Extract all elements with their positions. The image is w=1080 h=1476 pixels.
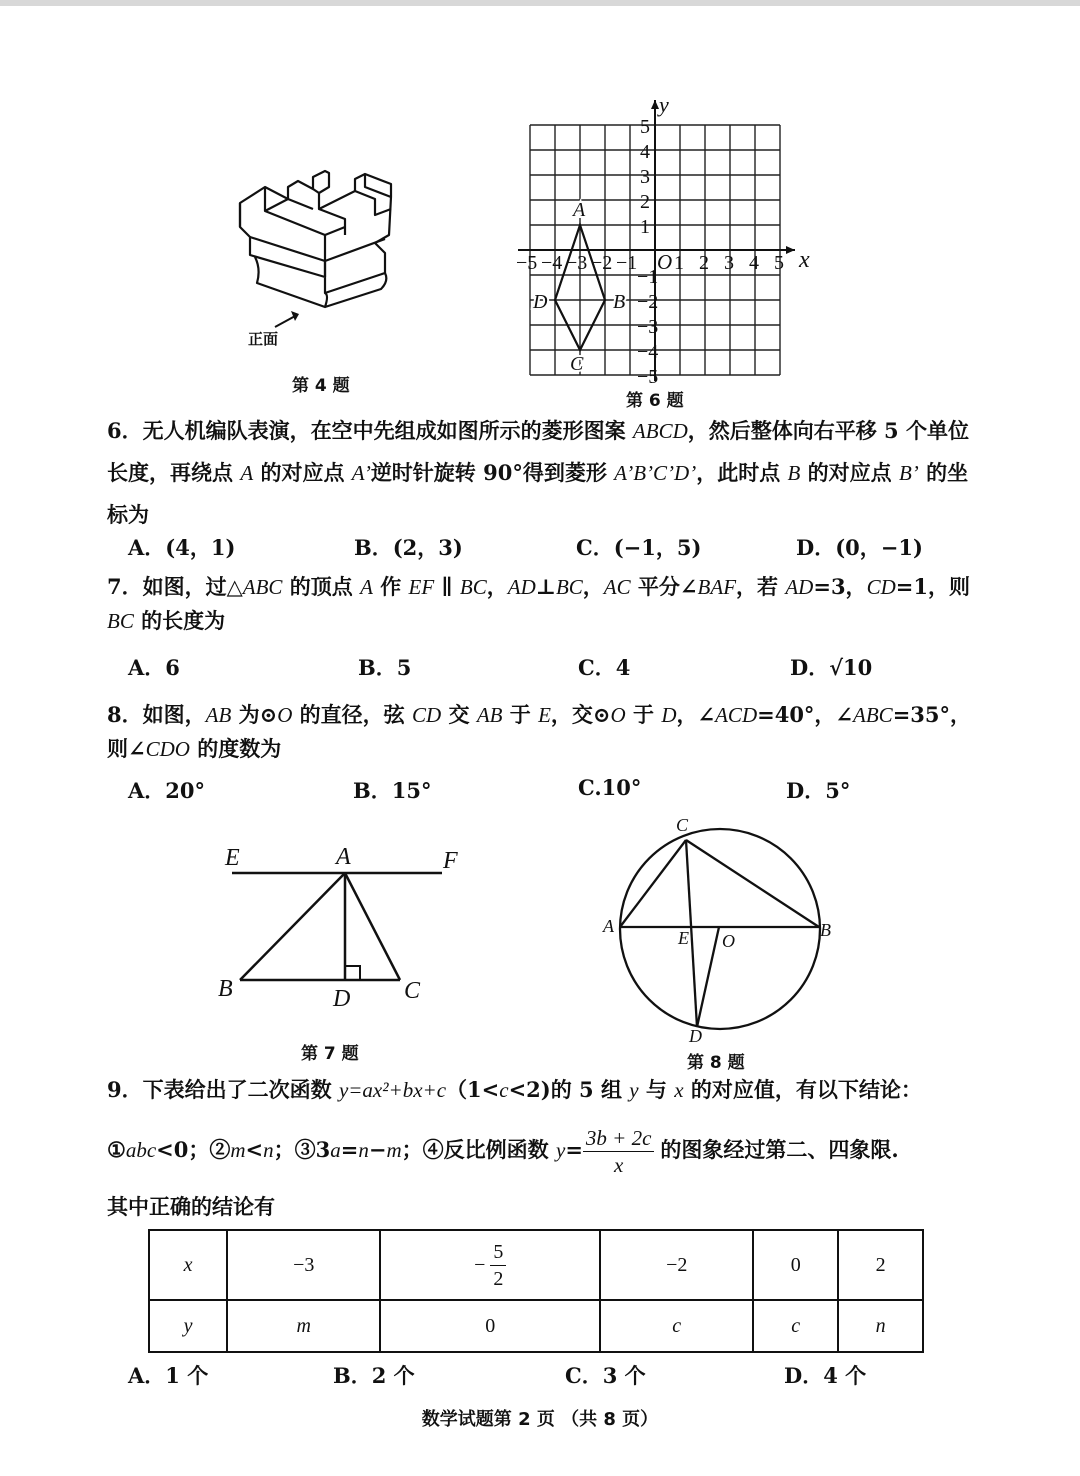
q9-line2 [107,1122,987,1178]
text-run: 的坐标为 [107,460,969,527]
q6-options [128,532,988,562]
q9-line1 [107,1075,987,1105]
math-variable: m [230,1138,246,1162]
y-tick-label: −1 [637,266,659,288]
fig8-segment-do [697,927,719,1027]
table-cell: −2 [600,1230,753,1300]
fig8-label-e: E [678,928,689,948]
table-cell: n [838,1300,923,1352]
text-run: 于 [625,702,662,727]
math-variable: ACD [715,703,758,727]
x-tick-label: −3 [566,252,588,274]
q9-frac-num: 3b + 2c [583,1125,655,1152]
text-run: 逆时针旋转 90°得到菱形 [370,460,615,485]
top-edge [0,0,1080,6]
fig7-side-ac [345,873,400,980]
q9-conclusions [107,1137,583,1162]
math-variable: a [330,1138,341,1162]
vertex-label-c: C [570,353,584,375]
fig8-circle-drawing [595,810,835,1050]
x-tick-label: −2 [591,252,613,274]
fig4-caption: 第 4 题 [292,376,350,396]
math-variable: AB [205,703,232,727]
y-axis-arrow [651,100,659,109]
q9-option-a[interactable]: A．1 个 [128,1363,209,1388]
fig6-caption: 第 6 题 [626,391,684,411]
text-run: 为⊙ [231,702,278,727]
table-row-y [149,1300,923,1352]
text-run: = [565,1137,583,1162]
vertex-label-a: A [573,199,586,221]
text-run: = [340,1137,359,1162]
text-run: 于 [502,702,539,727]
fig8-caption: 第 8 题 [687,1053,745,1073]
math-variable: m [386,1138,402,1162]
fig7-triangle-drawing [210,838,458,1018]
text-run: ∥ [434,574,460,599]
text-run: ，此时点 [696,460,788,485]
text-run: ⊥ [535,574,556,599]
q7-options [128,652,988,682]
q8-option-d[interactable]: D．5° [786,778,851,803]
text-run: 9．下表给出了二次函数 [107,1077,339,1102]
text-run: ，若 [736,574,786,599]
fig7-label-a: A [336,844,351,870]
x-tick-label: 3 [724,252,734,274]
text-run: 的顶点 [282,574,361,599]
fig8-label-b: B [820,920,831,940]
fig7-label-d: D [333,986,351,1012]
q9-options [128,1360,988,1390]
text-run: ，然后整体向右平移 5 个单位长度，再绕点 [107,418,969,485]
text-run: =35°，则∠ [107,702,972,761]
text-run: 8．如图， [107,702,206,727]
y-axis-label: y [659,92,669,117]
text-run: =3， [813,574,867,599]
fraction-denominator: 2 [493,1267,504,1290]
q9-option-d[interactable]: D．4 个 [784,1363,867,1388]
math-variable: A’ [351,461,371,485]
table-cell: x [149,1230,227,1300]
text-run: 的对应点 [253,460,352,485]
math-variable: BC [459,575,487,599]
table-cell: 0 [753,1230,838,1300]
table-cell: c [753,1300,838,1352]
x-axis-label: x [799,247,810,273]
y-tick-label: −4 [637,341,659,363]
q6-text [107,410,987,536]
fig7-label-f: F [443,848,458,874]
math-variable: n [358,1138,369,1162]
q8-option-a[interactable]: A．20° [128,778,206,803]
fraction [490,1239,506,1292]
text-run: =1，则 [895,574,970,599]
fig7-label-e: E [225,845,240,871]
text-run: − [368,1137,387,1162]
q7-option-a[interactable]: A．6 [128,655,180,680]
math-variable: AD [507,575,536,599]
q7-option-b[interactable]: B．5 [358,655,412,680]
math-variable: O [610,703,626,727]
fig8-circle-o [620,829,820,1029]
math-variable: CD [412,703,442,727]
q6-option-a[interactable]: A．(4，1) [128,535,236,560]
q8-text [107,698,987,766]
y-tick-label: 4 [640,141,650,163]
text-run: ，交⊙ [550,702,611,727]
q6-option-b[interactable]: B．(2，3) [354,535,463,560]
q7-text [107,570,987,638]
math-variable: B’ [898,461,919,485]
q9-fraction [583,1125,655,1178]
table-row-x [149,1230,923,1300]
text-run: 6．无人机编队表演，在空中先组成如图所示的菱形图案 [107,418,633,443]
text-run: ；③3 [273,1137,331,1162]
text-run: 的对应值，有以下结论： [683,1077,922,1102]
x-tick-label: 4 [749,252,759,274]
math-variable: A [360,575,373,599]
text-run: ， [582,574,604,599]
text-run: 的对应点 [800,460,899,485]
math-variable: D [661,703,677,727]
text-run: =40°，∠ [757,702,854,727]
fig8-label-c: C [676,815,689,835]
math-variable: O [277,703,293,727]
x-tick-label: 2 [699,252,709,274]
q8-option-c[interactable]: C.10° [578,775,642,800]
fig7-side-ab [240,873,345,980]
q9-line3: 其中正确的结论有 [107,1194,275,1219]
math-variable: EF [408,575,435,599]
fraction-numerator: 5 [490,1239,506,1266]
y-tick-label: −3 [637,316,659,338]
q9-option-c[interactable]: C．3 个 [565,1363,646,1388]
text-run: <0；② [156,1137,231,1162]
y-tick-label: −5 [637,366,659,388]
fig8-label-a: A [603,916,614,936]
q8-options [128,775,988,805]
math-variable: A’B’C’D’ [614,461,697,485]
y-tick-label: 3 [640,166,650,188]
math-variable: AB [476,703,503,727]
math-variable: CD [866,575,896,599]
q9-line2-tail: 的图象经过第二、四象限. [660,1137,899,1162]
q9-frac-den: x [614,1153,624,1177]
table-cell-fraction [380,1230,600,1300]
vertex-label-b: B [613,291,626,313]
fig7-caption: 第 7 题 [301,1044,359,1064]
table-cell: c [600,1300,753,1352]
q6-option-d[interactable]: D．(0，−1) [796,535,923,560]
text-run: （1< [446,1077,500,1102]
math-variable: BC [107,609,134,633]
x-tick-label: 1 [674,252,684,274]
table-cell: y [149,1300,227,1352]
text-run: 的长度为 [133,608,226,633]
text-run: 与 [638,1077,675,1102]
y-tick-label: 1 [640,216,650,238]
math-variable: E [538,703,551,727]
math-variable: BAF [697,575,737,599]
text-run: <2)的 5 组 [508,1077,630,1102]
math-variable: c [499,1078,509,1102]
page-footer: 数学试题第 2 页 （共 8 页） [421,1409,659,1430]
text-run: ， [486,574,508,599]
table-cell: 0 [380,1300,600,1352]
fig7-label-b: B [218,976,233,1002]
y-tick-label: 5 [640,116,650,138]
q8-option-b[interactable]: B．15° [353,778,432,803]
fig8-label-o: O [722,931,735,951]
text-run: 的度数为 [189,736,282,761]
fig4-front-label: 正面 [248,330,279,348]
x-tick-label: −4 [541,252,563,274]
math-variable: ABC [242,575,283,599]
table-cell: −3 [227,1230,380,1300]
fraction-sign: − [474,1253,486,1276]
q9-option-b[interactable]: B．2 个 [333,1363,415,1388]
q7-option-c[interactable]: C．4 [578,655,631,680]
text-run: 作 [372,574,409,599]
x-tick-label: −5 [516,252,538,274]
text-run: ，∠ [676,702,716,727]
math-variable: y=ax²+bx+c [338,1078,447,1102]
math-variable: AC [603,575,631,599]
q7-option-d[interactable]: D．√10 [790,655,873,680]
q6-option-c[interactable]: C．(−1，5) [576,535,702,560]
fig7-label-c: C [404,978,421,1004]
text-run: 交 [441,702,477,727]
x-tick-label: −1 [616,252,638,274]
math-variable: ABCD [632,419,688,443]
fig8-chord-cb [686,840,819,927]
text-run: 的直径，弦 [292,702,412,727]
math-variable: B [787,461,801,485]
math-variable: x [674,1078,684,1102]
x-tick-label: 5 [774,252,784,274]
q9-value-table [148,1229,924,1353]
fig6-coordinate-grid [515,94,815,390]
text-run: ① [107,1137,126,1162]
math-variable: y [555,1138,566,1162]
fig4-solid-drawing [225,165,415,355]
vertex-label-d: D [533,291,548,313]
math-variable: AD [785,575,814,599]
fig8-label-d: D [689,1026,702,1046]
math-variable: A [240,461,254,485]
x-axis-arrow [786,246,795,254]
math-variable: ABC [853,703,893,727]
origin-label: O [657,250,673,274]
text-run: ；④反比例函数 [401,1137,556,1162]
table-cell: m [227,1300,380,1352]
math-variable: CDO [145,737,190,761]
y-tick-label: −2 [637,291,659,313]
table-cell: 2 [838,1230,923,1300]
math-variable: abc [125,1138,157,1162]
text-run: < [245,1137,264,1162]
math-variable: BC [555,575,583,599]
text-run: 平分∠ [630,574,698,599]
math-variable: y [629,1078,639,1102]
y-tick-label: 2 [640,191,650,213]
text-run: 7．如图，过△ [107,574,243,599]
math-variable: n [263,1138,274,1162]
